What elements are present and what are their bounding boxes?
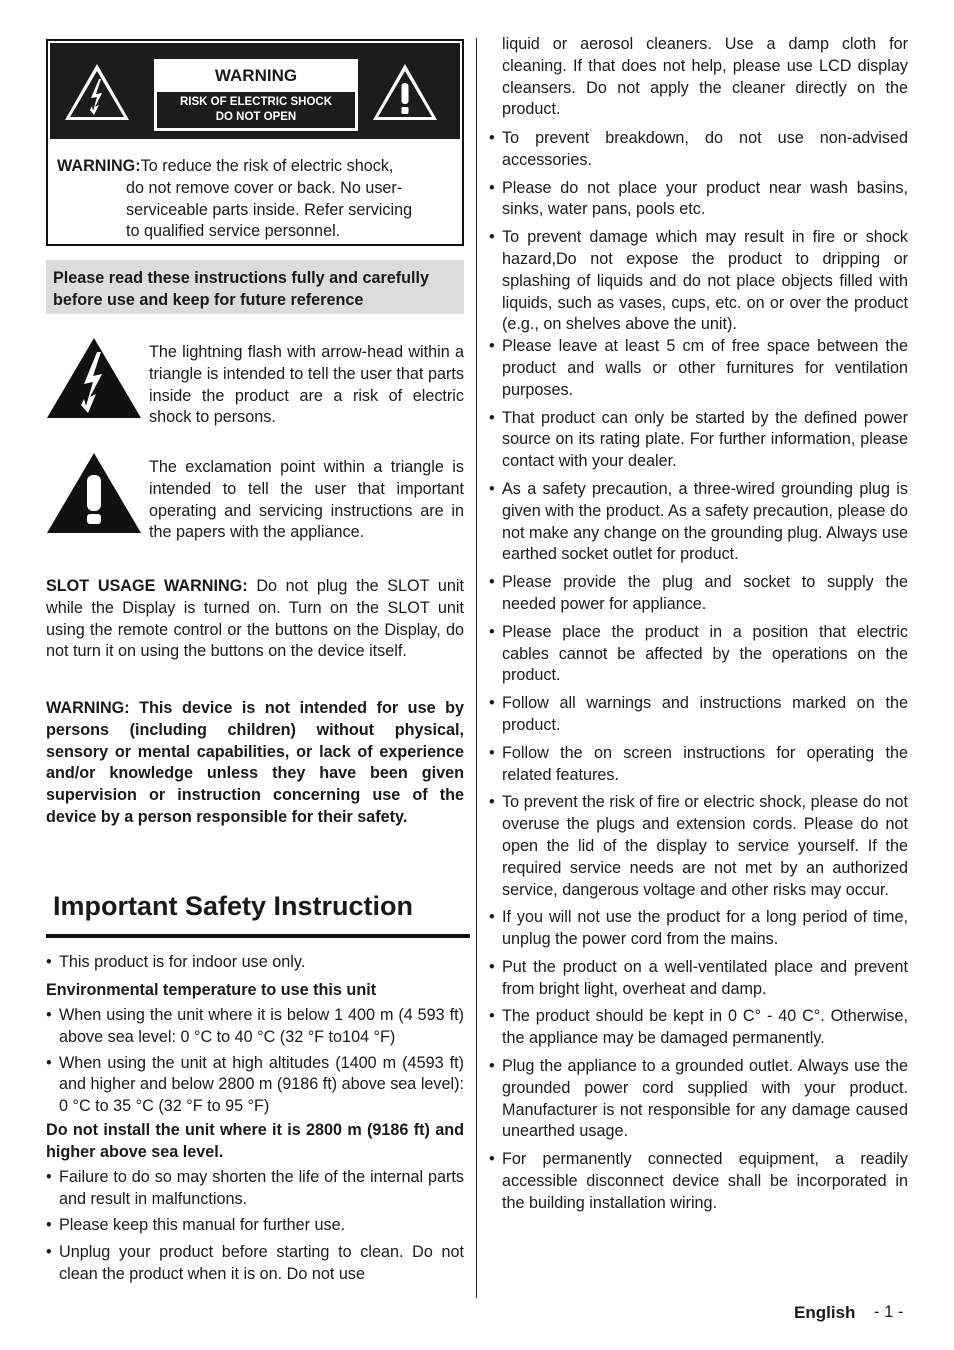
list-item: • Failure to do so may shorten the life of the internal parts and result in malfunctions.: [46, 1167, 464, 1211]
warning-text: [57, 156, 457, 243]
list-item: • Unplug your product before starting to clean. Do not clean the product when it is on. Do not use: [46, 1242, 464, 1286]
exclamation-symbol-icon: [46, 451, 142, 535]
footer-page-number: - 1 -: [874, 1303, 904, 1321]
warning-banner: [50, 43, 460, 139]
temperature-list: [46, 1005, 464, 1118]
warning-label: [152, 57, 360, 133]
slot-usage-warning: [46, 576, 464, 663]
exclamation-symbol-explanation: [46, 457, 464, 547]
indoor-use-list: [46, 952, 464, 974]
list-item: • This product is for indoor use only.: [46, 952, 464, 974]
warning-subtitle: [157, 92, 355, 128]
list-item: • When using the unit at high altitudes (1400 m (4593 ft) and higher and below 2800 m (9186 ft) above sea level): 0 °C to 35 °C (32 °F to 95 °F): [46, 1053, 464, 1118]
warning-line4: to qualified service personnel.: [126, 222, 341, 241]
list-item: • Follow all warnings and instructions marked on the product.: [489, 693, 908, 737]
list-item: • To prevent the risk of fire or electric shock, please do not overuse the plugs and extension cords. Please do not open the lid of the display to service yourself. If the required service needs are not met by an authorized service, dangerous voltage and other risks may occur.: [489, 792, 908, 901]
warning-subtitle-line1: RISK OF ELECTRIC SHOCK: [179, 96, 333, 108]
warning-box: [46, 39, 464, 246]
safety-instruction-list: [489, 128, 908, 1215]
footer-language: English: [794, 1303, 856, 1322]
list-item: • Please do not place your product near wash basins, sinks, water pans, pools etc.: [489, 178, 908, 222]
warning-line2: do not remove cover or back. No user-: [126, 178, 403, 197]
cleaning-list: [46, 1167, 464, 1286]
slot-warning-body: Do not plug the SLOT unit while the Display is turned on. Turn on the SLOT unit using the remote control or the buttons on the Display, do not turn it on using the buttons on the device itself.: [46, 577, 464, 661]
exclamation-triangle-icon: [370, 61, 440, 123]
lightning-triangle-icon: [62, 61, 132, 123]
heading-rule: [46, 934, 470, 938]
list-item: • Please keep this manual for further use.: [46, 1215, 464, 1237]
list-item: • Please leave at least 5 cm of free space between the product and walls or other furnitures for ventilation purposes.: [489, 336, 908, 401]
list-item: • When using the unit where it is below 1 400 m (4 593 ft) above sea level: 0 °C to 40 °C (32 °F to104 °F): [46, 1005, 464, 1049]
list-item: • Please provide the plug and socket to supply the needed power for appliance.: [489, 572, 908, 616]
section-heading: Important Safety Instruction: [53, 891, 414, 921]
list-item: • Follow the on screen instructions for operating the related features.: [489, 743, 908, 787]
list-item: • To prevent damage which may result in fire or shock hazard,Do not expose the product to dripping or splashing of liquids and do not place objects filled with liquids, such as vases, cups, etc. on or over the product (e.g., on shelves above the unit).: [489, 227, 908, 336]
column-divider: [476, 38, 477, 1298]
install-altitude-warning: Do not install the unit where it is 2800 m (9186 ft) and higher above sea level.: [46, 1121, 464, 1161]
lightning-symbol-text: The lightning flash with arrow-head within a triangle is intended to tell the user that parts inside the product are a risk of electric shock to persons.: [149, 343, 464, 427]
cleaning-continuation: liquid or aerosol cleaners. Use a damp cloth for cleaning. If that does not help, please use LCD display cleansers. Do not apply the cleaner directly on the product.: [502, 35, 908, 119]
list-item: • Put the product on a well-ventilated place and prevent from bright light, overheat and damp.: [489, 957, 908, 1001]
list-item: • As a safety precaution, a three-wired grounding plug is given with the product. As a safety precaution, please do not make any change on the grounding plug. Always use earthed socket outlet for product.: [489, 479, 908, 566]
lightning-symbol-icon: [46, 336, 142, 420]
list-item: • If you will not use the product for a long period of time, unplug the power cord from the mains.: [489, 907, 908, 951]
env-temp-heading: Environmental temperature to use this unit: [46, 981, 377, 999]
list-item: • Plug the appliance to a grounded outlet. Always use the grounded power cord supplied with your product. Manufacturer is not responsible for any damage caused unearthed usage.: [489, 1056, 908, 1143]
warning-subtitle-line2: DO NOT OPEN: [215, 111, 297, 123]
list-item: • Please place the product in a position that electric cables cannot be affected by the operations on the product.: [489, 622, 908, 687]
read-instructions-notice: Please read these instructions fully and carefully before use and keep for future reference: [46, 260, 464, 314]
warning-lead: WARNING:: [57, 157, 141, 175]
list-item: • That product can only be started by the defined power source on its rating plate. For further information, please contact with your dealer.: [489, 408, 908, 473]
lightning-symbol-explanation: [46, 342, 464, 432]
warning-title: WARNING: [214, 66, 298, 85]
warning-line1: To reduce the risk of electric shock,: [140, 157, 394, 175]
list-item: • For permanently connected equipment, a readily accessible disconnect device shall be incorporated in the building installation wiring.: [489, 1149, 908, 1214]
slot-warning-lead: SLOT USAGE WARNING:: [46, 577, 248, 595]
warning-line3: serviceable parts inside. Refer servicing: [126, 200, 413, 219]
list-item: • To prevent breakdown, do not use non-advised accessories.: [489, 128, 908, 172]
list-item: • The product should be kept in 0 C° - 40 C°. Otherwise, the appliance may be damaged permanently.: [489, 1006, 908, 1050]
exclamation-symbol-text: The exclamation point within a triangle is intended to tell the user that important operating and servicing instructions are in the papers with the appliance.: [149, 458, 464, 542]
device-warning: WARNING: This device is not intended for use by persons (including children) without physical, sensory or mental capabilities, or lack of experience and/or knowledge unless they have been given supervision or instruction concerning use of the device by a person responsible for their safety.: [46, 699, 464, 826]
